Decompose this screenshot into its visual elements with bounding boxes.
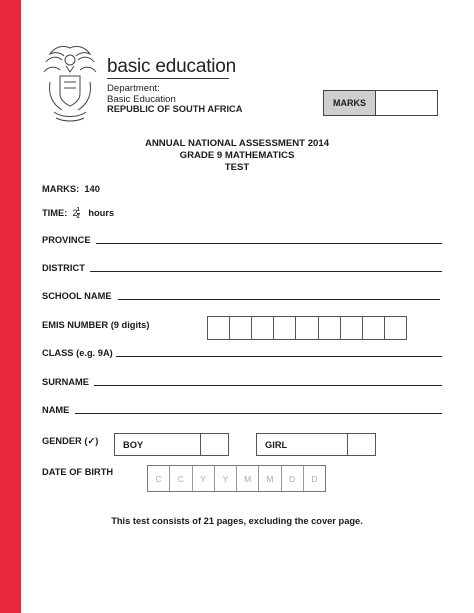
time-whole: 2 (72, 207, 78, 218)
dob-cell[interactable]: D (311, 473, 318, 484)
emis-digit-boxes (207, 316, 407, 340)
emis-digit-box[interactable] (319, 317, 341, 339)
gender-boy-checkbox[interactable] (201, 434, 228, 455)
district-line[interactable] (90, 271, 442, 272)
class-label: CLASS (e.g. 9A) (42, 348, 113, 358)
emis-digit-box[interactable] (341, 317, 363, 339)
coat-of-arms-icon (40, 42, 100, 124)
province-line[interactable] (96, 243, 442, 244)
gender-girl-checkbox[interactable] (348, 434, 375, 455)
time-numerator: 1 (76, 207, 80, 213)
dob-boxes (147, 465, 326, 492)
dob-cell[interactable]: Y (215, 466, 237, 491)
emis-digit-box[interactable] (274, 317, 296, 339)
province-label: PROVINCE (42, 235, 91, 245)
title-line-3: TEST (224, 162, 250, 173)
district-label: DISTRICT (42, 263, 85, 273)
emis-digit-box[interactable] (296, 317, 318, 339)
title-line-2: GRADE 9 MATHEMATICS (179, 150, 295, 161)
time-denominator: 2 (76, 214, 80, 220)
gender-boy-option[interactable] (114, 433, 229, 456)
emis-digit-box[interactable] (385, 317, 406, 339)
marks-info (42, 184, 100, 194)
emis-digit-box[interactable] (363, 317, 385, 339)
title-line-1: ANNUAL NATIONAL ASSESSMENT 2014 (144, 138, 330, 149)
dob-cell[interactable]: M (237, 466, 259, 491)
time-label: TIME: (42, 207, 68, 218)
gender-label: GENDER (✓) (42, 436, 99, 446)
marks-info-value: 140 (84, 184, 100, 194)
department-label: Department: (107, 83, 160, 94)
time-unit: hours (88, 207, 115, 218)
gender-boy-label: BOY (115, 434, 201, 455)
marks-box (323, 90, 438, 116)
time-fraction (77, 207, 80, 220)
brand-name: basic education (107, 56, 237, 77)
emis-digit-box[interactable] (230, 317, 252, 339)
marks-box-label: MARKS (324, 91, 376, 115)
school-name-line[interactable] (118, 299, 440, 300)
gender-girl-label: GIRL (257, 434, 348, 455)
dob-cell[interactable]: C (148, 466, 170, 491)
emis-digit-box[interactable] (252, 317, 274, 339)
surname-label: SURNAME (42, 377, 90, 387)
marks-box-value[interactable] (376, 91, 437, 115)
dob-cell[interactable]: Y (193, 466, 215, 491)
gender-girl-option[interactable] (256, 433, 376, 456)
time-info (42, 207, 114, 220)
department-name: Basic Education (107, 94, 176, 105)
dob-label: DATE OF BIRTH (42, 467, 114, 477)
surname-line[interactable] (94, 385, 442, 386)
country-name: REPUBLIC OF SOUTH AFRICA (107, 104, 243, 114)
marks-info-label: MARKS: (42, 184, 80, 194)
dob-cell[interactable]: D (282, 466, 304, 491)
school-name-label: SCHOOL NAME (42, 291, 112, 301)
dob-cell[interactable]: C (170, 466, 192, 491)
emis-digit-box[interactable] (208, 317, 230, 339)
page-count-note: This test consists of 21 pages, excluding the cover page. (111, 516, 363, 526)
name-label: NAME (42, 405, 70, 415)
name-line[interactable] (75, 413, 442, 414)
emis-label: EMIS NUMBER (9 digits) (42, 320, 150, 330)
dob-cell[interactable]: M (259, 466, 281, 491)
brand-underline (107, 78, 229, 79)
class-line[interactable] (116, 356, 442, 357)
